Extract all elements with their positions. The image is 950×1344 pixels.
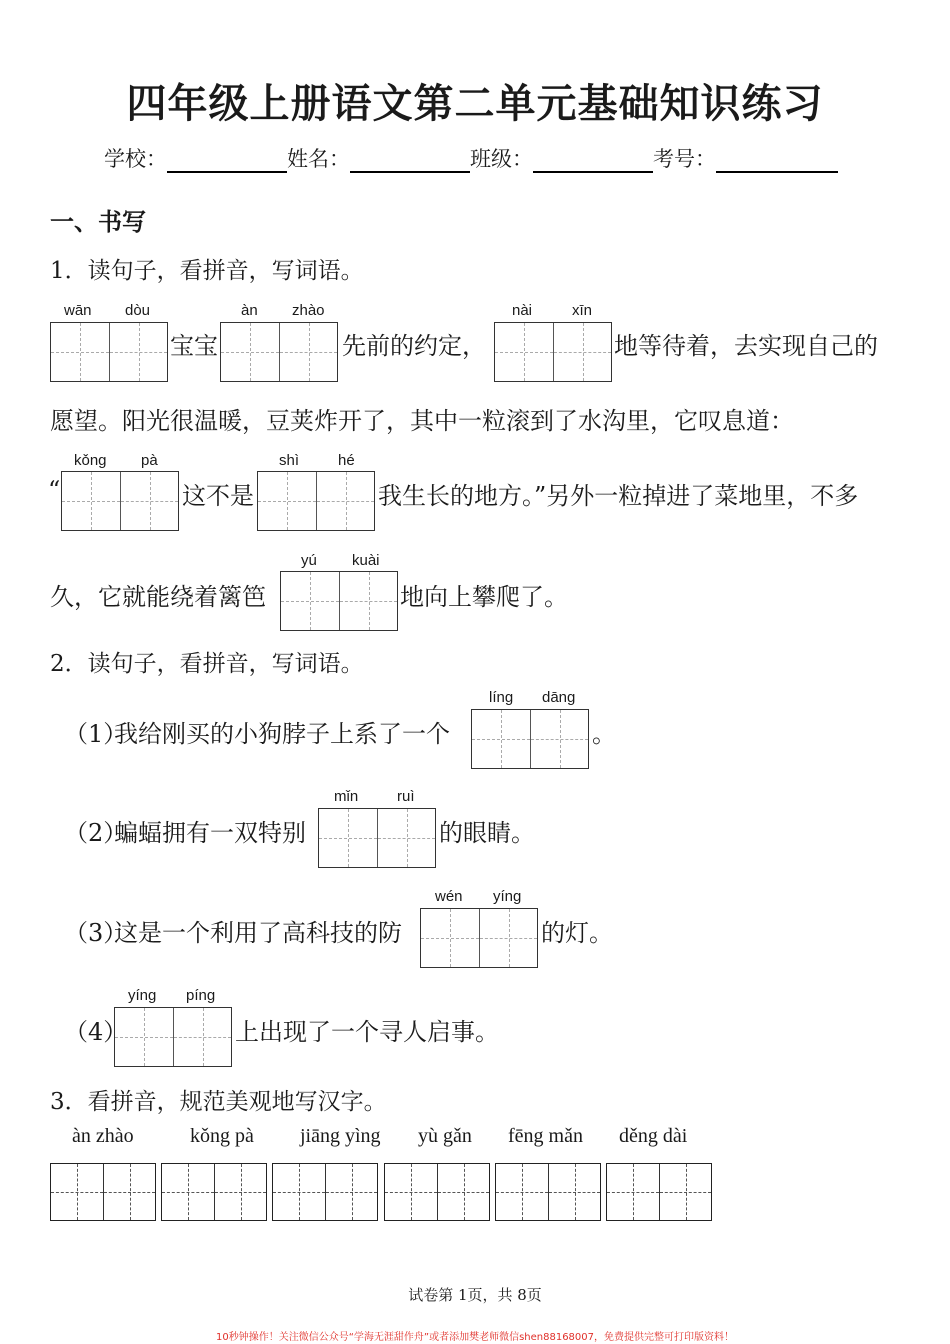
- writing-grid[interactable]: [272, 1163, 378, 1221]
- sentence-text: 愿望。阳光很温暖，豆荚炸开了，其中一粒滚到了水沟里，它叹息道：: [50, 407, 794, 435]
- number-blank[interactable]: [716, 149, 838, 173]
- pinyin: nài: [512, 302, 533, 319]
- item-number: （2）: [64, 819, 128, 847]
- sentence-text: 的灯。: [541, 919, 613, 947]
- item-number: （1）: [64, 720, 128, 748]
- sentence-text: 这是一个利用了高科技的防: [114, 919, 402, 947]
- answer-grid[interactable]: [220, 322, 338, 382]
- pinyin: hé: [338, 452, 355, 469]
- pinyin: yíng: [128, 987, 157, 1004]
- page-title: 四年级上册语文第二单元基础知识练习: [126, 81, 824, 127]
- pinyin: shì: [279, 452, 300, 469]
- answer-grid[interactable]: [280, 571, 398, 631]
- writing-grid[interactable]: [495, 1163, 601, 1221]
- writing-grid[interactable]: [384, 1163, 490, 1221]
- pinyin: píng: [186, 987, 216, 1004]
- school-blank[interactable]: [167, 149, 287, 173]
- answer-grid[interactable]: [494, 322, 612, 382]
- pinyin-word: jiāng yìng: [300, 1125, 381, 1147]
- pinyin: dāng: [542, 689, 576, 706]
- pinyin: wén: [435, 888, 463, 905]
- page-footer: 试卷第 1页，共 8页: [408, 1286, 542, 1304]
- pinyin: pà: [141, 452, 158, 469]
- writing-grid[interactable]: [50, 1163, 156, 1221]
- sentence-text: 先前的约定，: [342, 332, 486, 360]
- answer-grid[interactable]: [114, 1007, 232, 1067]
- answer-grid[interactable]: [61, 471, 179, 531]
- item-number: （4）: [64, 1018, 128, 1046]
- pinyin: yú: [301, 552, 317, 569]
- sentence-text: 宝宝: [170, 332, 218, 360]
- answer-grid[interactable]: [471, 709, 589, 769]
- sentence-text: 这不是: [182, 482, 254, 510]
- q3-label: 3．看拼音，规范美观地写汉字。: [50, 1089, 387, 1115]
- quote-mark: “: [48, 476, 61, 504]
- pinyin-word: kǒng pà: [190, 1125, 254, 1147]
- pinyin: wān: [64, 302, 92, 319]
- number-label: 考号：: [653, 147, 716, 171]
- class-label: 班级：: [470, 147, 533, 171]
- school-label: 学校：: [104, 147, 167, 171]
- answer-grid[interactable]: [420, 908, 538, 968]
- sentence-text: 蝙蝠拥有一双特别: [114, 819, 306, 847]
- sentence-text: 的眼睛。: [439, 819, 535, 847]
- sentence-text: 久，它就能绕着篱笆: [50, 583, 266, 611]
- pinyin: àn: [241, 302, 258, 319]
- answer-grid[interactable]: [257, 471, 375, 531]
- pinyin: yíng: [493, 888, 522, 905]
- pinyin: dòu: [125, 302, 151, 319]
- pinyin: ruì: [397, 788, 415, 805]
- sentence-text: 地向上攀爬了。: [400, 583, 568, 611]
- sentence-text: 地等待着，去实现自己的: [614, 332, 878, 360]
- sentence-text: 。: [592, 720, 616, 748]
- pinyin: kuài: [352, 552, 380, 569]
- section-writing: 一、书写: [50, 208, 146, 236]
- pinyin: xīn: [572, 302, 593, 319]
- promo-note: 10秒钟操作！关注微信公众号“学海无涯甜作舟”或者添加樊老师微信shen88168007，免费提供完整可打印版资料！: [215, 1332, 735, 1343]
- answer-grid[interactable]: [318, 808, 436, 868]
- pinyin-word: àn zhào: [72, 1125, 134, 1147]
- writing-grid[interactable]: [161, 1163, 267, 1221]
- answer-grid[interactable]: [50, 322, 168, 382]
- info-line: [104, 143, 838, 173]
- q2-label: 2．读句子，看拼音，写词语。: [50, 651, 364, 677]
- pinyin: kǒng: [74, 452, 107, 469]
- sentence-text: 我给刚买的小狗脖子上系了一个: [114, 720, 450, 748]
- pinyin-word: fēng mǎn: [508, 1125, 583, 1147]
- item-number: （3）: [64, 919, 128, 947]
- pinyin-word: děng dài: [619, 1125, 688, 1147]
- pinyin: líng: [489, 689, 514, 706]
- q1-label: 1．读句子，看拼音，写词语。: [50, 258, 364, 284]
- name-label: 姓名：: [287, 147, 350, 171]
- pinyin: zhào: [292, 302, 325, 319]
- pinyin: mǐn: [334, 788, 359, 805]
- sentence-text: 我生长的地方。”另外一粒掉进了菜地里，不多: [378, 482, 859, 510]
- pinyin-word: yù gǎn: [418, 1125, 472, 1147]
- class-blank[interactable]: [533, 149, 653, 173]
- writing-grid[interactable]: [606, 1163, 712, 1221]
- sentence-text: 上出现了一个寻人启事。: [235, 1018, 499, 1046]
- name-blank[interactable]: [350, 149, 470, 173]
